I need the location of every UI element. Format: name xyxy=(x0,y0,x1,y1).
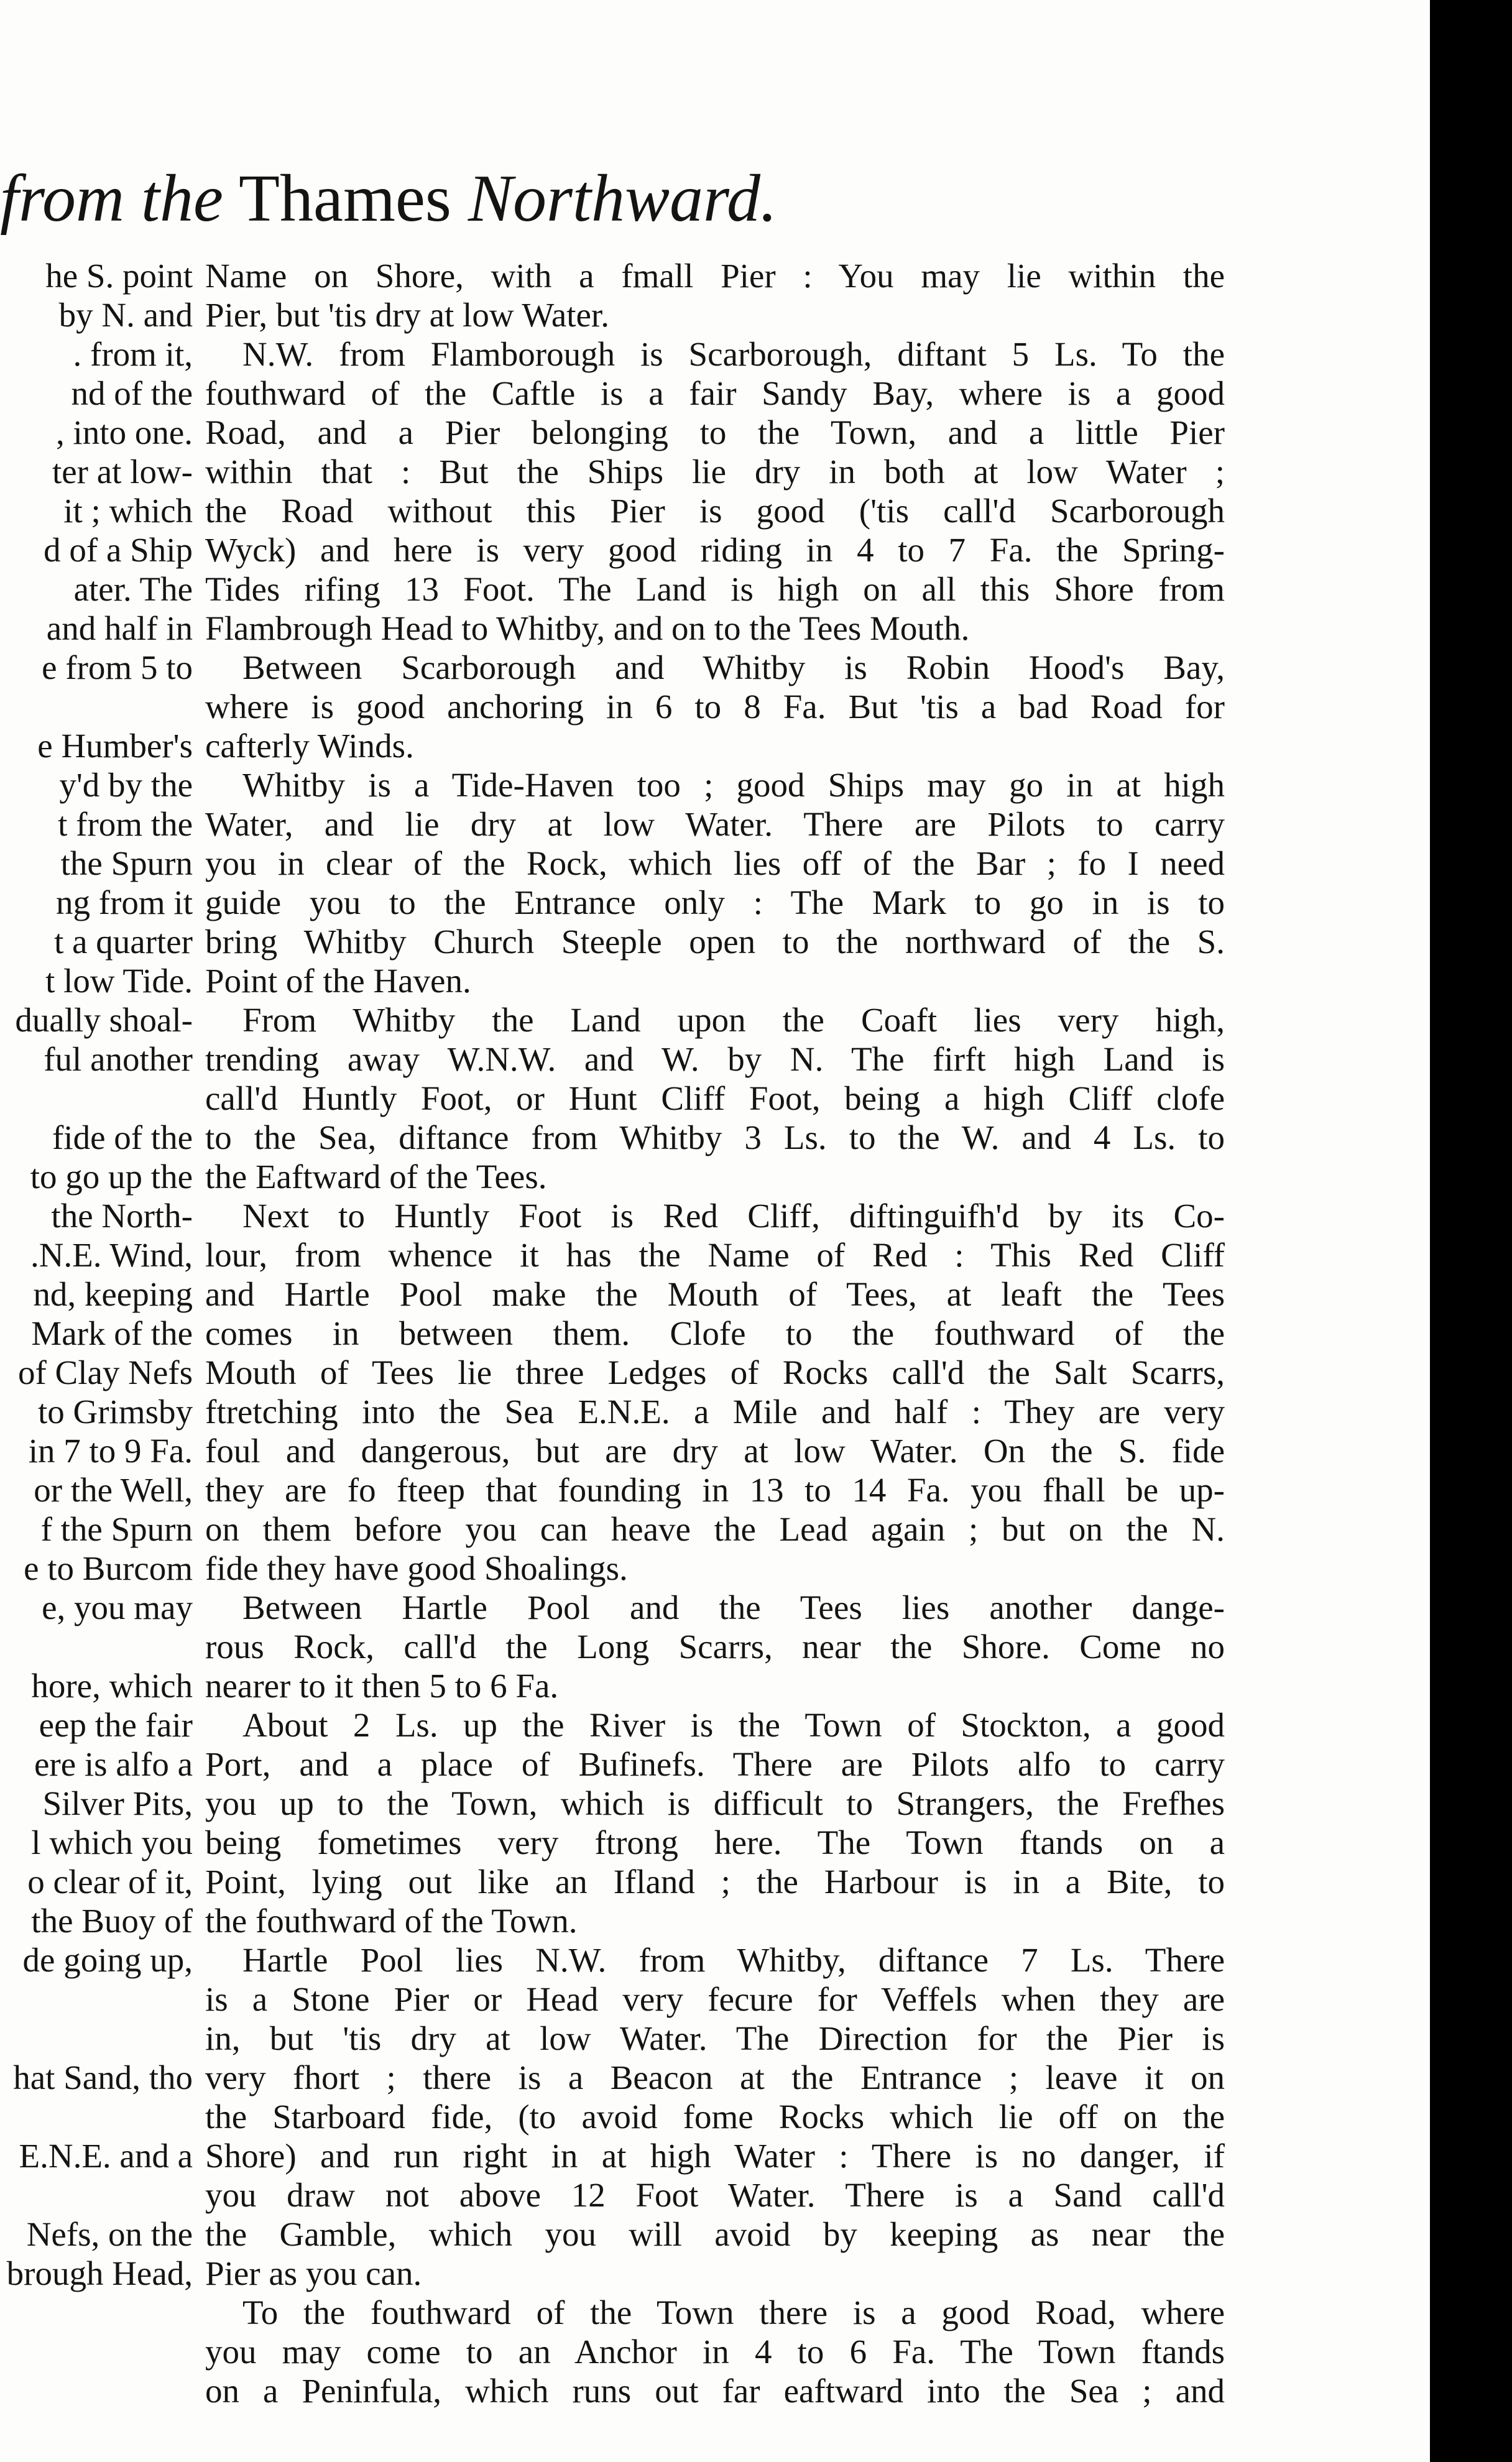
text-line: .N.E. Wind, xyxy=(30,1236,193,1274)
text-line: t a quarter xyxy=(54,923,193,961)
text-line: Mark of the xyxy=(31,1314,193,1352)
text-line xyxy=(0,2019,193,2058)
text-line: you in clear of the Rock, which lies off of the Bar ; fo I need xyxy=(205,844,1225,882)
text-line: o clear of it, xyxy=(27,1863,193,1901)
text-line xyxy=(0,2175,193,2215)
text-line: ng from it xyxy=(56,883,193,921)
text-line: Road, and a Pier belonging to the Town, and a little Pier xyxy=(205,413,1225,451)
text-line: you may come to an Anchor in 4 to 6 Fa. The Town ftands xyxy=(205,2333,1225,2371)
text-line: to Grimsby xyxy=(37,1393,193,1431)
text-line: Pier, but 'tis dry at low Water. xyxy=(205,296,609,334)
text-line: comes in between them. Clofe to the fouthward of the xyxy=(205,1314,1225,1352)
heading-prefix: from the xyxy=(0,162,223,236)
text-line: N.W. from Flamborough is Scarborough, diftant 5 Ls. To the xyxy=(242,335,1225,373)
heading-direction: Northward. xyxy=(468,162,778,236)
text-line: Whitby is a Tide-Haven too ; good Ships may go in at high xyxy=(242,766,1225,804)
text-line: cafterly Winds. xyxy=(205,727,414,765)
text-line: Between Scarborough and Whitby is Robin Hood's Bay, xyxy=(242,648,1225,686)
text-line: Water, and lie dry at low Water. There are Pilots to carry xyxy=(205,805,1225,843)
text-line: the Starboard fide, (to avoid fome Rocks which lie off on the xyxy=(205,2098,1225,2136)
text-line: Between Hartle Pool and the Tees lies another dange- xyxy=(242,1588,1225,1626)
text-line: it ; which xyxy=(63,492,193,530)
text-line: nd, keeping xyxy=(33,1275,193,1313)
text-line xyxy=(0,687,193,726)
text-line: lour, from whence it has the Name of Red : This Red Cliff xyxy=(205,1236,1225,1274)
text-line: nearer to it then 5 to 6 Fa. xyxy=(205,1667,559,1705)
text-line: nd of the xyxy=(71,374,193,412)
text-line: f the Spurn xyxy=(40,1510,193,1548)
text-line: e to Burcom xyxy=(24,1549,193,1587)
text-line: on them before you can heave the Lead again ; but on the N. xyxy=(205,1510,1225,1548)
text-line: t low Tide. xyxy=(45,962,193,1000)
text-line: ater. The xyxy=(73,570,193,608)
text-line: brough Head, xyxy=(6,2254,193,2292)
text-line: t from the xyxy=(58,805,193,843)
text-line: where is good anchoring in 6 to 8 Fa. But 'tis a bad Road for xyxy=(205,688,1225,726)
text-line: he S. point xyxy=(45,257,193,295)
text-line: To the fouthward of the Town there is a good Road, where xyxy=(242,2294,1225,2331)
text-line: or the Well, xyxy=(34,1471,193,1509)
text-line: ftretching into the Sea E.N.E. a Mile and half : They are very xyxy=(205,1393,1225,1431)
text-line: you draw not above 12 Foot Water. There is a Sand call'd xyxy=(205,2176,1225,2214)
text-line: Wyck) and here is very good riding in 4 to 7 Fa. the Spring- xyxy=(205,531,1225,569)
text-line: foul and dangerous, but are dry at low Water. On the S. fide xyxy=(205,1432,1225,1470)
text-line: guide you to the Entrance only : The Mark to go in is to xyxy=(205,883,1225,921)
text-line xyxy=(0,1627,193,1666)
text-line: they are fo fteep that founding in 13 to 14 Fa. you fhall be up- xyxy=(205,1471,1225,1509)
text-line: Port, and a place of Bufinefs. There are Pilots alfo to carry xyxy=(205,1745,1225,1783)
text-line: in 7 to 9 Fa. xyxy=(28,1432,193,1470)
text-line: Mouth of Tees lie three Ledges of Rocks call'd the Salt Scarrs, xyxy=(205,1353,1225,1391)
text-line: the fouthward of the Town. xyxy=(205,1902,578,1940)
left-column-fragment xyxy=(0,256,193,2293)
text-line: to the Sea, diftance from Whitby 3 Ls. to the W. and 4 Ls. to xyxy=(205,1118,1225,1156)
text-line: From Whitby the Land upon the Coaft lies very high, xyxy=(242,1001,1225,1039)
text-line: trending away W.N.W. and W. by N. The firft high Land is xyxy=(205,1040,1225,1078)
text-line: fide of the xyxy=(52,1118,193,1156)
text-line: rous Rock, call'd the Long Scarrs, near the Shore. Come no xyxy=(205,1628,1225,1666)
right-column-text xyxy=(205,256,1225,2410)
text-line: call'd Huntly Foot, or Hunt Cliff Foot, being a high Cliff clofe xyxy=(205,1079,1225,1117)
text-line: e from 5 to xyxy=(42,648,193,686)
text-line: the Eaftward of the Tees. xyxy=(205,1158,547,1196)
text-line: ter at low- xyxy=(52,453,193,491)
text-line: Tides rifing 13 Foot. The Land is high on all this Shore from xyxy=(205,570,1225,608)
text-line: Nefs, on the xyxy=(26,2215,193,2253)
text-line: on a Peninfula, which runs out far eaftward into the Sea ; and xyxy=(205,2372,1225,2410)
text-line: Hartle Pool lies N.W. from Whitby, diftance 7 Ls. There xyxy=(242,1941,1225,1979)
text-line: Pier as you can. xyxy=(205,2254,422,2292)
text-line: to go up the xyxy=(30,1158,193,1196)
text-line: the Buoy of xyxy=(31,1902,193,1940)
text-line: Shore) and run right in at high Water : There is no danger, if xyxy=(205,2137,1225,2175)
text-line: is a Stone Pier or Head very fecure for Veffels when they are xyxy=(205,1980,1225,2018)
text-line: being fometimes very ftrong here. The Town ftands on a xyxy=(205,1823,1225,1861)
text-line: the Gamble, which you will avoid by keeping as near the xyxy=(205,2215,1225,2253)
text-line: de going up, xyxy=(22,1941,193,1979)
text-line: Flambrough Head to Whitby, and on to the Tees Mouth. xyxy=(205,609,970,647)
text-line: the North- xyxy=(51,1197,193,1235)
text-line: fide they have good Shoalings. xyxy=(205,1549,628,1587)
text-line: y'd by the xyxy=(59,766,193,804)
heading-place: Thames xyxy=(239,162,451,236)
text-line: and Hartle Pool make the Mouth of Tees, at leaft the Tees xyxy=(205,1275,1225,1313)
text-line: About 2 Ls. up the River is the Town of Stockton, a good xyxy=(242,1706,1225,1744)
text-line: e, you may xyxy=(42,1588,193,1626)
text-line: and half in xyxy=(46,609,193,647)
text-line: Next to Huntly Foot is Red Cliff, diftinguifh'd by its Co- xyxy=(242,1197,1225,1235)
text-line: Name on Shore, with a fmall Pier : You may lie within the xyxy=(205,257,1225,295)
text-line: very fhort ; there is a Beacon at the Entrance ; leave it on xyxy=(205,2059,1225,2096)
text-line xyxy=(0,1980,193,2019)
text-line: Point, lying out like an Ifland ; the Harbour is in a Bite, to xyxy=(205,1863,1225,1901)
text-line: l which you xyxy=(31,1823,193,1861)
text-line: d of a Ship xyxy=(44,531,193,569)
text-line: E.N.E. and a xyxy=(19,2137,193,2175)
text-line: dually shoal- xyxy=(15,1001,193,1039)
text-line: the Road without this Pier is good ('tis call'd Scarborough xyxy=(205,492,1225,530)
text-line: by N. and xyxy=(58,296,193,334)
text-line: Point of the Haven. xyxy=(205,962,471,1000)
text-line: of Clay Nefs xyxy=(17,1353,193,1391)
text-line: fouthward of the Caftle is a fair Sandy Bay, where is a good xyxy=(205,374,1225,412)
text-line: , into one. xyxy=(56,413,193,451)
text-line: ere is alfo a xyxy=(34,1745,193,1783)
text-line: hore, which xyxy=(31,1667,193,1705)
text-line: e Humber's xyxy=(37,727,193,765)
text-line: bring Whitby Church Steeple open to the northward of the S. xyxy=(205,923,1225,961)
text-line: you up to the Town, which is difficult to Strangers, the Frefhes xyxy=(205,1784,1225,1822)
text-line: within that : But the Ships lie dry in both at low Water ; xyxy=(205,453,1225,491)
text-line: the Spurn xyxy=(60,844,193,882)
text-line: ful another xyxy=(44,1040,193,1078)
text-line: hat Sand, tho xyxy=(13,2059,193,2096)
text-line: Silver Pits, xyxy=(42,1784,193,1822)
text-line: eep the fair xyxy=(39,1706,193,1744)
text-line: . from it, xyxy=(73,335,193,373)
text-line xyxy=(0,2097,193,2136)
page-heading xyxy=(0,162,778,236)
text-line xyxy=(0,1079,193,1118)
text-line: in, but 'tis dry at low Water. The Direction for the Pier is xyxy=(205,2019,1225,2057)
